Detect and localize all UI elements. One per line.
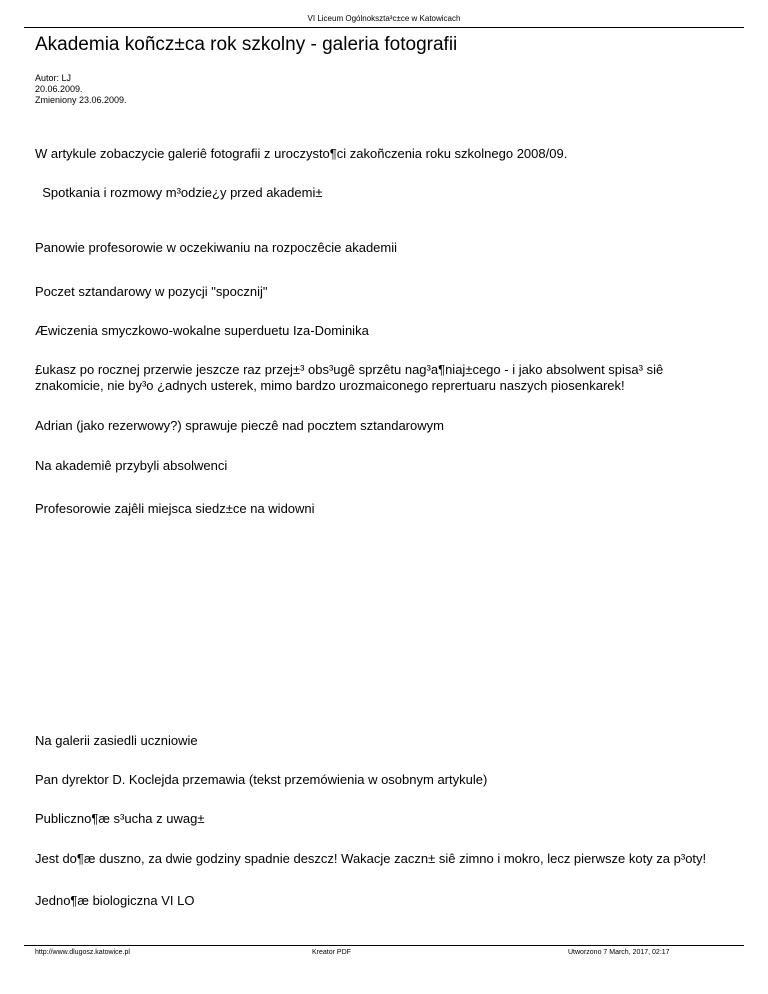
photo-caption: Æwiczenia smyczkowo-wokalne superduetu Iza-Dominika xyxy=(35,323,369,338)
article-meta xyxy=(35,73,127,106)
article-title: Akademia koñcz±ca rok szkolny - galeria fotografii xyxy=(35,34,458,55)
photo-caption: Jedno¶æ biologiczna VI LO xyxy=(35,893,195,908)
intro-paragraph: W artykule zobaczycie galeriê fotografii z uroczysto¶ci zakoñczenia roku szkolnego 2008/09. xyxy=(35,146,568,161)
photo-caption: Adrian (jako rezerwowy?) sprawuje pieczê nad pocztem sztandarowym xyxy=(35,418,444,433)
photo-caption: Pan dyrektor D. Koclejda przemawia (tekst przemówienia w osobnym artykule) xyxy=(35,772,488,787)
photo-caption: Na galerii zasiedli uczniowie xyxy=(35,733,198,748)
photo-caption: £ukasz po rocznej przerwie jeszcze raz przej±³ obs³ugê sprzêtu nag³a¶niaj±cego - i jako absolwent spisa³ siê znakomicie, nie by³o ¿adnych usterek, mimo bardzo urozmaiconego reprertuaru naszych piosenkarek! xyxy=(35,362,664,393)
page-header: VI Liceum Ogólnokszta³c±ce w Katowicach xyxy=(307,14,461,23)
header-divider xyxy=(24,27,744,28)
photo-caption: Spotkania i rozmowy m³odzie¿y przed akademi± xyxy=(35,185,323,200)
footer-url: http://www.dlugosz.katowice.pl xyxy=(35,949,130,956)
photo-caption: Na akademiê przybyli absolwenci xyxy=(35,458,228,473)
article-date: 20.06.2009. xyxy=(35,84,83,94)
article-author: Autor: LJ xyxy=(35,73,72,83)
photo-caption: Profesorowie zajêli miejsca siedz±ce na widowni xyxy=(35,501,315,516)
photo-caption: Poczet sztandarowy w pozycji "spocznij" xyxy=(35,284,268,299)
photo-caption: Publiczno¶æ s³ucha z uwag± xyxy=(35,811,205,826)
article-modified: Zmieniony 23.06.2009. xyxy=(35,95,127,105)
photo-caption: Jest do¶æ duszno, za dwie godziny spadnie deszcz! Wakacje zaczn± siê zimno i mokro, lecz pierwsze koty za p³oty! xyxy=(35,851,707,866)
footer-created: Utworzono 7 March, 2017, 02:17 xyxy=(568,949,670,956)
photo-caption: Panowie profesorowie w oczekiwaniu na rozpoczêcie akademii xyxy=(35,240,398,255)
footer-generator: Kreator PDF xyxy=(312,949,351,956)
footer-divider xyxy=(24,945,744,946)
